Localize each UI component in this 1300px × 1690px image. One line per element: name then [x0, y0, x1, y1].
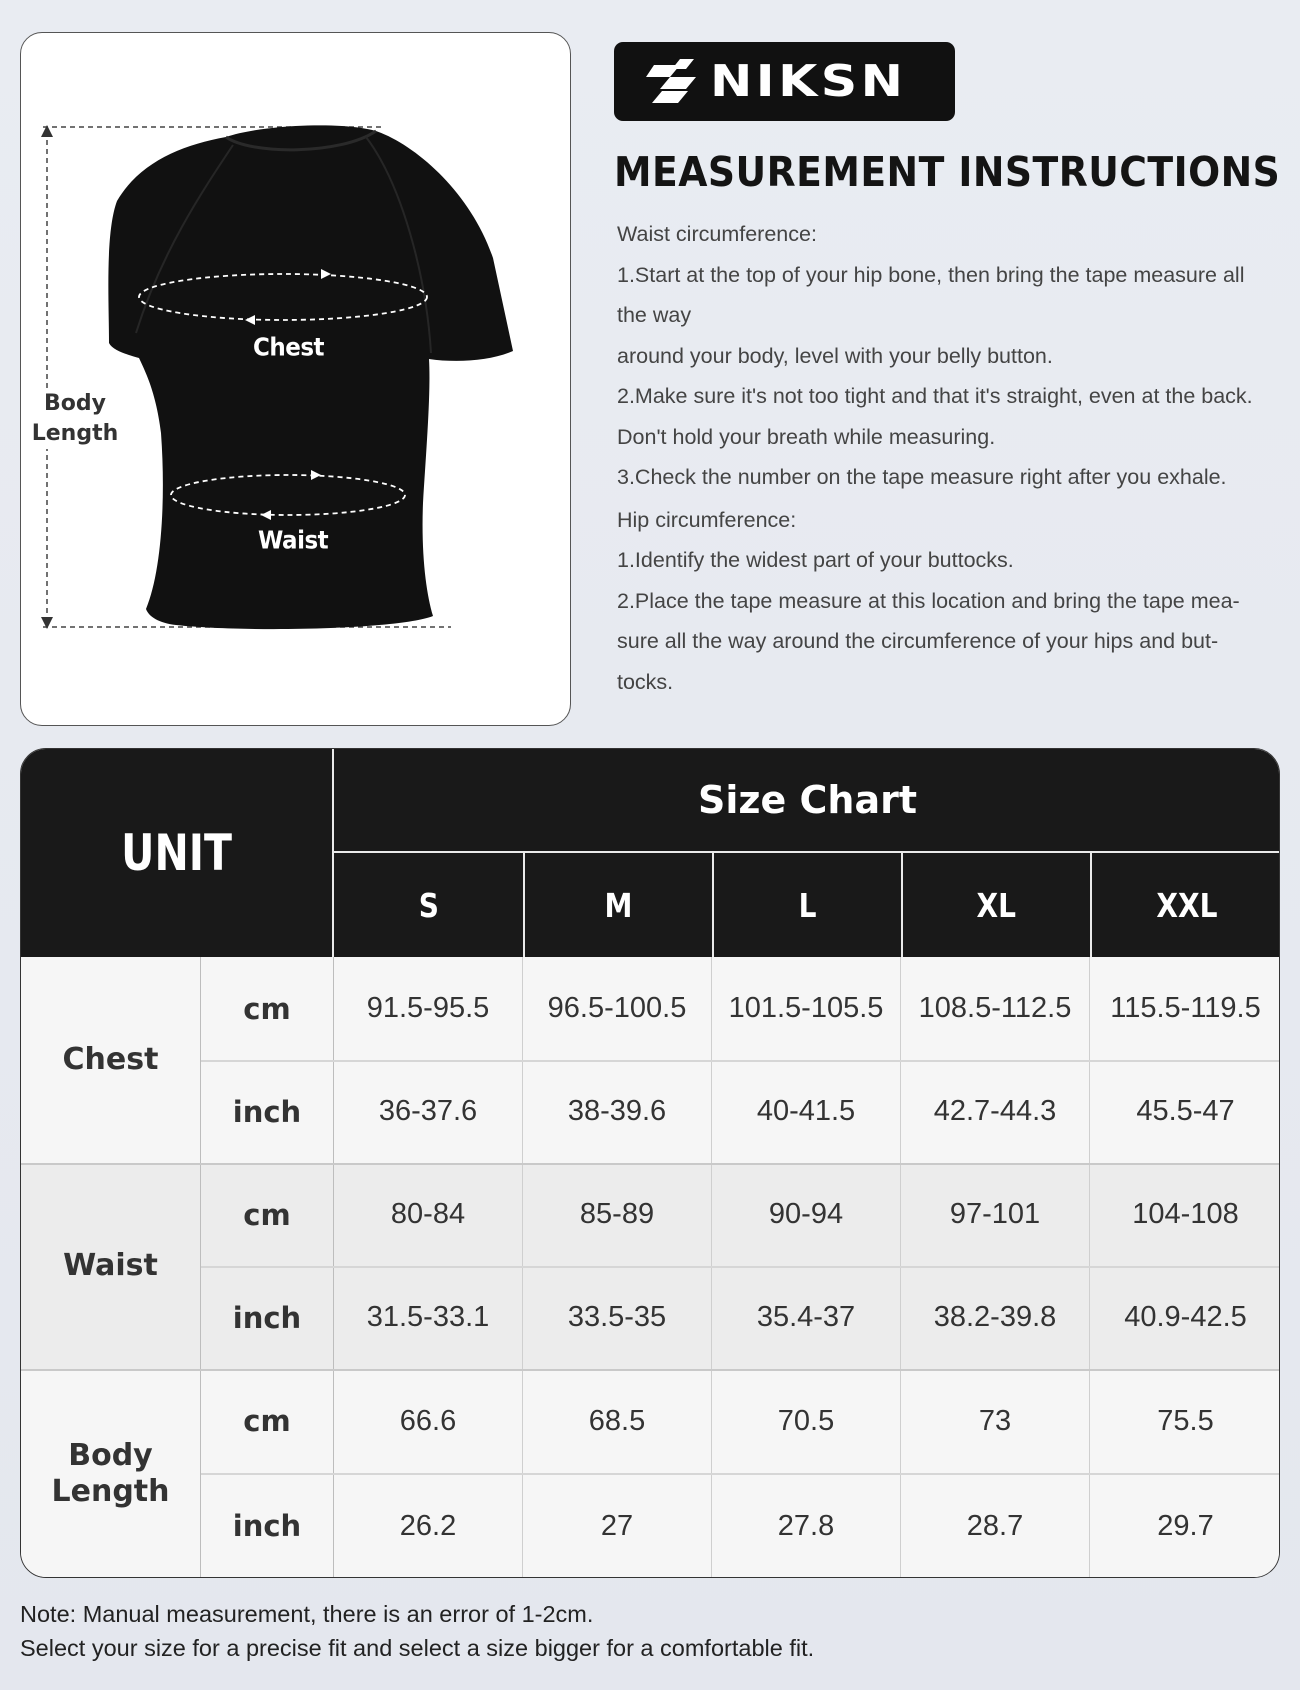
note-line2: Select your size for a precise fit and select a size bigger for a comfortable fit.: [20, 1635, 815, 1661]
table-cell: 42.7-44.3: [901, 1060, 1090, 1163]
instruction-line: 1.Identify the widest part of your buttocks.: [617, 548, 1014, 572]
instruction-line: 2.Make sure it's not too tight and that it's straight, even at the back.: [617, 384, 1253, 408]
size-header-l: [712, 853, 901, 957]
table-cell: 101.5-105.5: [712, 957, 901, 1060]
table-cell: 26.2: [334, 1473, 523, 1578]
table-cell: 108.5-112.5: [901, 957, 1090, 1060]
row-divider: [201, 1060, 1280, 1062]
table-cell: 27: [523, 1473, 712, 1578]
size-header-s: [334, 853, 523, 957]
chest-label: Chest: [253, 333, 325, 363]
size-chart-table: [20, 748, 1280, 1578]
size-label: XXL: [1155, 885, 1218, 925]
table-cell: 66.6: [334, 1369, 523, 1473]
waist-label: Waist: [258, 526, 329, 556]
group-body-length-line2: Length: [51, 1474, 170, 1509]
group-body-length-line1: Body: [68, 1438, 153, 1473]
shirt-diagram: [21, 33, 571, 726]
row-divider: [201, 1473, 1280, 1475]
group-divider: [21, 1369, 1279, 1371]
table-cell: 115.5-119.5: [1110, 992, 1261, 1024]
body-length-label: [25, 389, 125, 449]
size-header-m: [523, 853, 712, 957]
table-cell: 27.8: [712, 1473, 901, 1578]
size-header-xxl: [1090, 853, 1280, 957]
unit-header-label: UNIT: [121, 824, 232, 882]
unit-cm: cm: [201, 957, 334, 1060]
instruction-line: 2.Place the tape measure at this location and bring the tape mea-: [617, 588, 1240, 613]
table-cell: 97-101: [901, 1163, 1090, 1266]
group-waist: Waist: [21, 1163, 201, 1369]
table-cell: 80-84: [334, 1163, 523, 1266]
table-cell: 85-89: [523, 1163, 712, 1266]
table-cell: 104-108: [1132, 1198, 1239, 1230]
brand-name: NIKSN: [710, 56, 907, 107]
niksn-logo-icon: [646, 55, 700, 109]
body-length-label-line1: Body: [44, 391, 106, 416]
instruction-line: 1.Start at the top of your hip bone, then bring the tape measure all: [617, 262, 1245, 287]
table-cell: 40-41.5: [712, 1060, 901, 1163]
table-cell: 36-37.6: [334, 1060, 523, 1163]
table-cell: 91.5-95.5: [334, 957, 523, 1060]
table-cell: 68.5: [523, 1369, 712, 1473]
table-cell: 45.5-47: [1136, 1095, 1235, 1127]
size-label: L: [798, 885, 817, 925]
instruction-line: Don't hold your breath while measuring.: [617, 424, 996, 449]
unit-cm: cm: [201, 1163, 334, 1266]
group-chest: Chest: [21, 957, 201, 1163]
size-header-xl: [901, 853, 1090, 957]
size-label: M: [604, 885, 633, 925]
row-divider: [201, 1266, 1280, 1268]
group-body-length: [21, 1369, 201, 1578]
group-divider: [21, 1163, 1279, 1165]
table-cell: 40.9-42.5: [1124, 1301, 1247, 1333]
unit-header: [21, 749, 334, 957]
instruction-line: tocks.: [617, 669, 674, 694]
table-cell: 38-39.6: [523, 1060, 712, 1163]
table-cell: 29.7: [1157, 1509, 1214, 1542]
table-cell: 31.5-33.1: [334, 1266, 523, 1369]
instruction-line: Hip circumference:: [617, 507, 797, 532]
table-cell: 96.5-100.5: [523, 957, 712, 1060]
instruction-line: the way: [617, 303, 692, 327]
table-cell: 73: [901, 1369, 1090, 1473]
table-cell: 70.5: [712, 1369, 901, 1473]
instructions-title: MEASUREMENT INSTRUCTIONS: [614, 148, 1281, 196]
size-label: S: [418, 885, 439, 925]
note-text: [20, 1597, 1270, 1665]
table-cell: 75.5: [1157, 1404, 1214, 1437]
table-cell: 90-94: [712, 1163, 901, 1266]
body-length-label-line2: Length: [31, 421, 119, 446]
unit-inch: inch: [201, 1473, 334, 1578]
instruction-line: sure all the way around the circumference of your hips and but-: [617, 629, 1219, 653]
instruction-line: 3.Check the number on the tape measure right after you exhale.: [617, 465, 1227, 489]
note-line1: Note: Manual measurement, there is an error of 1-2cm.: [20, 1601, 594, 1627]
shirt-diagram-card: [20, 32, 571, 726]
table-cell: 33.5-35: [523, 1266, 712, 1369]
instructions-body: [617, 214, 1277, 702]
unit-inch: inch: [201, 1060, 334, 1163]
brand-logo: [614, 42, 955, 121]
size-chart-title: Size Chart: [334, 749, 1280, 853]
unit-cm: cm: [201, 1369, 334, 1473]
size-label: XL: [976, 885, 1017, 925]
table-cell: 38.2-39.8: [901, 1266, 1090, 1369]
instruction-line: around your body, level with your belly button.: [617, 343, 1053, 368]
table-cell: 35.4-37: [712, 1266, 901, 1369]
instruction-line: Waist circumference:: [617, 222, 817, 246]
table-cell: 28.7: [901, 1473, 1090, 1578]
unit-inch: inch: [201, 1266, 334, 1369]
